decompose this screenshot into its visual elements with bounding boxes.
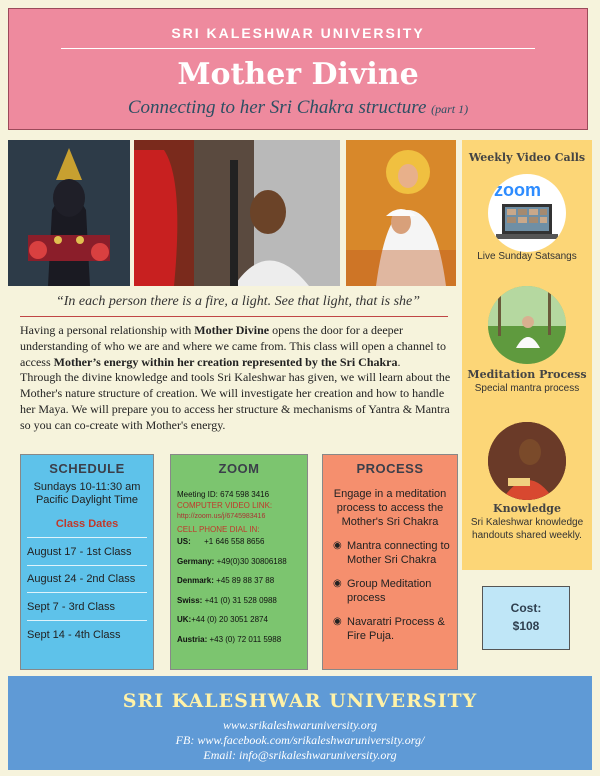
knowledge-title: Knowledge [493, 502, 561, 515]
cost-value: $108 [512, 619, 540, 633]
class-date-3: Sept 7 - 3rd Class [27, 601, 116, 613]
schedule-divider [27, 565, 147, 566]
zoom-box [170, 454, 308, 670]
header-banner [8, 8, 588, 130]
dial-in-label: CELL PHONE DIAL IN: [177, 525, 260, 534]
body-p1-a: Having a personal relationship with [20, 323, 195, 337]
meditation-process-title: Meditation Process [467, 368, 587, 381]
number-germany: +49(0)30 30806188 [216, 557, 287, 566]
header-divider [61, 48, 535, 49]
footer-email-link[interactable]: Email: info@srikaleshwaruniversity.org [203, 748, 397, 762]
description-paragraph [20, 323, 456, 434]
class-date-2: August 24 - 2nd Class [27, 573, 136, 585]
body-p1-d: Mother’s energy within her creation represented by the Sri Chakra [53, 354, 398, 369]
dial-in-swiss [177, 596, 277, 605]
schedule-title: SCHEDULE [49, 461, 125, 476]
weekly-video-calls-title: Weekly Video Calls [468, 151, 586, 164]
radio-bullet-icon: ◉ [333, 616, 342, 627]
number-swiss: +41 (0) 31 528 0988 [204, 596, 277, 605]
dial-in-austria [177, 635, 281, 644]
meditation-process-caption: Special mantra process [474, 383, 580, 394]
zoom-logo-text: zoom [494, 180, 541, 200]
country-denmark: Denmark: [177, 576, 214, 585]
process-intro: Engage in a meditation process to access the Mother's Sri Chakra [333, 488, 447, 528]
process-item-text: Mantra connecting to Mother Sri Chakra [347, 540, 450, 566]
schedule-box [20, 454, 154, 670]
radio-bullet-icon: ◉ [333, 578, 342, 589]
zoom-title: ZOOM [218, 461, 260, 476]
sai-baba-painting [346, 140, 456, 286]
knowledge-image [488, 422, 566, 500]
cost-box [482, 586, 570, 650]
sri-kaleshwar-image [134, 140, 340, 286]
country-uk: UK: [177, 615, 192, 624]
process-title: PROCESS [356, 461, 424, 476]
sai-baba-image [346, 140, 456, 286]
schedule-divider [27, 592, 147, 593]
meditation-image [488, 286, 566, 364]
class-date-4: Sept 14 - 4th Class [27, 629, 121, 641]
footer-facebook-link[interactable]: FB: www.facebook.com/srikaleshwaruniversity.org/ [175, 733, 425, 747]
schedule-divider [27, 537, 147, 538]
country-swiss: Swiss: [177, 596, 203, 605]
zoom-video-link[interactable]: http://zoom.us/j/6745983416 [177, 513, 266, 520]
dial-in-denmark [177, 576, 274, 585]
process-item [333, 539, 453, 567]
class-dates-label: Class Dates [55, 518, 119, 530]
sri-kaleshwar-photo [134, 140, 340, 286]
schedule-time: Sundays 10-11:30 am [33, 481, 141, 493]
knowledge-circle [488, 422, 566, 500]
process-item [333, 615, 453, 643]
cost-label: Cost: [510, 601, 542, 615]
country-austria: Austria: [177, 635, 208, 644]
process-item [333, 577, 453, 605]
page-title: Mother Divine [177, 57, 419, 92]
quote-divider [20, 316, 448, 317]
schedule-timezone: Pacific Daylight Time [35, 494, 139, 506]
process-item-text: Navaratri Process & Fire Puja. [347, 616, 445, 642]
subtitle-part: (part 1) [431, 102, 469, 116]
body-p1-c: opens the door for a deeper understanding of who we are and where we came from. This class will open a channel to access [20, 323, 446, 369]
zoom-meeting-id: Meeting ID: 674 598 3416 [177, 490, 270, 499]
dial-in-us [177, 537, 264, 546]
schedule-divider [27, 620, 147, 621]
number-austria: +43 (0) 72 011 5988 [209, 635, 282, 644]
body-p1-e: . [397, 354, 401, 369]
radio-bullet-icon: ◉ [333, 540, 342, 551]
weekly-video-calls-caption: Live Sunday Satsangs [477, 251, 577, 262]
country-germany: Germany: [177, 557, 215, 566]
footer-banner [8, 676, 592, 770]
body-p2: Through the divine knowledge and tools Sri Kaleshwar has given, we will learn about the Mother's nature structure of creation. We will investigate her creation and how to handle her Maya. We will prepare you to access her structure & mechanisms of Yantra & Mantra so you can co-create with Mother's energy. [20, 370, 451, 432]
number-us: +1 646 558 8656 [204, 537, 265, 546]
process-box [322, 454, 458, 670]
number-uk: +44 (0) 20 3051 2874 [191, 615, 268, 624]
meditation-circle [488, 286, 566, 364]
header-university: SRI KALESHWAR UNIVERSITY [171, 25, 425, 41]
dial-in-uk [177, 615, 268, 624]
deity-statue-image [8, 140, 130, 286]
knowledge-caption: Sri Kaleshwar knowledge handouts shared weekly. [470, 517, 584, 541]
body-p1-b: Mother Divine [194, 323, 270, 337]
class-date-1: August 17 - 1st Class [27, 546, 132, 558]
process-item-text: Group Meditation process [347, 578, 432, 604]
video-link-label: COMPUTER VIDEO LINK: [177, 501, 273, 510]
subtitle-text: Connecting to her Sri Chakra structure [127, 97, 427, 118]
number-denmark: +45 89 88 37 88 [216, 576, 275, 585]
footer-website-link[interactable]: www.srikaleshwaruniversity.org [222, 718, 377, 732]
quote-text: “In each person there is a fire, a light. See that light, that is she” [55, 294, 421, 309]
country-us: US: [177, 537, 191, 546]
deity-statue-photo [8, 140, 130, 286]
right-sidebar [462, 140, 592, 570]
zoom-circle [488, 174, 566, 252]
page-subtitle [9, 97, 587, 119]
dial-in-germany [177, 557, 287, 566]
footer-title: SRI KALESHWAR UNIVERSITY [122, 690, 478, 712]
